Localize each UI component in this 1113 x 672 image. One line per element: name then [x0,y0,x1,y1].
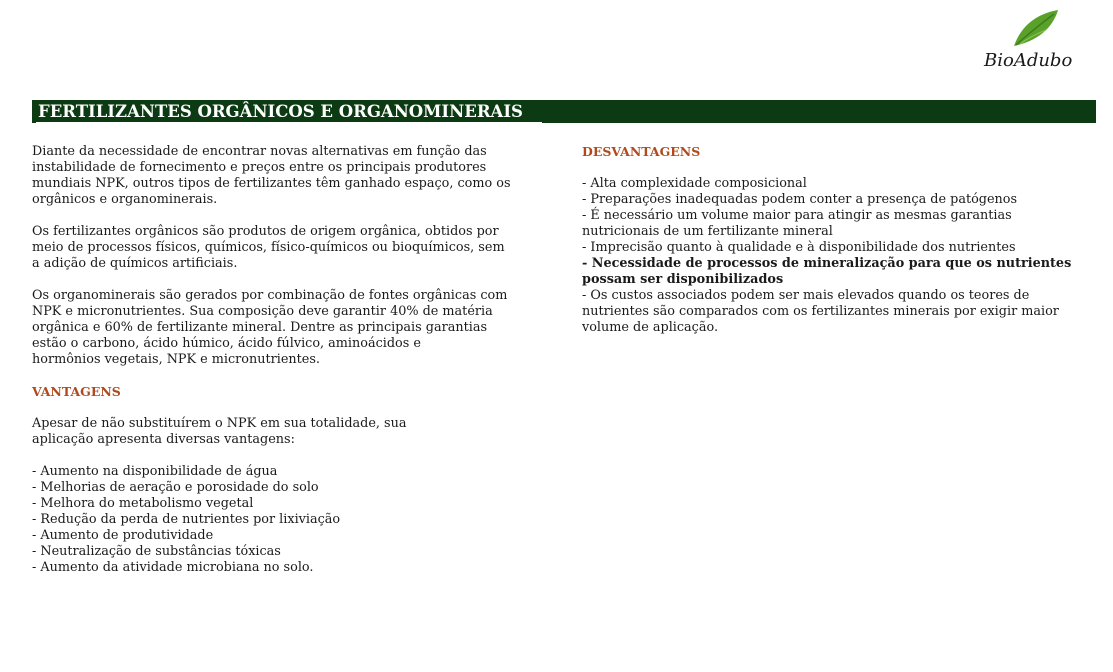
list-item: nutricionais de um fertilizante mineral [582,224,833,239]
text-line: a adição de químicos artificiais. [32,256,238,271]
text-line: meio de processos físicos, químicos, físico-químicos ou bioquímicos, sem [32,240,505,255]
leaf-logo-icon [976,4,1096,74]
vantagens-intro [32,416,552,448]
organic-paragraph [32,224,552,272]
intro-paragraph [32,144,552,208]
vantagens-list [32,464,552,576]
text-line: Os fertilizantes orgânicos são produtos de origem orgânica, obtidos por [32,224,499,239]
left-column [32,144,552,576]
list-item: - Alta complexidade composicional [582,176,807,191]
list-item: - Aumento da atividade microbiana no solo. [32,560,314,575]
text-line: instabilidade de fornecimento e preços entre os principais produtores [32,160,487,175]
text-line: NPK e micronutrientes. Sua composição deve garantir 40% de matéria [32,304,493,319]
desvantagens-heading: DESVANTAGENS [582,144,701,159]
list-item-emphasis: - Necessidade de processos de mineralização para que os nutrientes [582,256,1072,271]
vantagens-heading: VANTAGENS [32,384,121,399]
list-item: - Melhora do metabolismo vegetal [32,496,254,511]
list-item: - Aumento na disponibilidade de água [32,464,278,479]
list-item: - Neutralização de substâncias tóxicas [32,544,281,559]
organomineral-paragraph [32,288,552,368]
list-item: - Os custos associados podem ser mais elevados quando os teores de [582,288,1030,303]
text-line: hormônios vegetais, NPK e micronutrientes. [32,352,321,367]
logo-text: BioAdubo [984,50,1073,71]
right-column [582,144,1097,336]
title-underline [36,122,542,123]
list-item: - É necessário um volume maior para atingir as mesmas garantias [582,208,1012,223]
list-item: - Redução da perda de nutrientes por lixiviação [32,512,341,527]
text-line: Apesar de não substituírem o NPK em sua totalidade, sua [32,416,407,431]
page-title: FERTILIZANTES ORGÂNICOS E ORGANOMINERAIS [38,102,523,121]
text-line: Os organominerais são gerados por combinação de fontes orgânicas com [32,288,508,303]
desvantagens-list [582,176,1097,336]
text-line: Diante da necessidade de encontrar novas alternativas em função das [32,144,487,159]
list-item-emphasis: possam ser disponibilizados [582,272,784,287]
bioadubo-logo [976,4,1096,74]
text-line: estão o carbono, ácido húmico, ácido fúlvico, aminoácidos e [32,336,421,351]
list-item: - Imprecisão quanto à qualidade e à disponibilidade dos nutrientes [582,240,1016,255]
text-line: orgânicos e organominerais. [32,192,218,207]
list-item: - Melhorias de aeração e porosidade do solo [32,480,319,495]
text-line: orgânica e 60% de fertilizante mineral. Dentre as principais garantias [32,320,488,335]
list-item: volume de aplicação. [582,320,719,335]
list-item: - Aumento de produtividade [32,528,214,543]
text-line: aplicação apresenta diversas vantagens: [32,432,295,447]
list-item: nutrientes são comparados com os fertilizantes minerais por exigir maior [582,304,1059,319]
text-line: mundiais NPK, outros tipos de fertilizantes têm ganhado espaço, como os [32,176,511,191]
title-bar [32,100,1096,123]
list-item: - Preparações inadequadas podem conter a presença de patógenos [582,192,1018,207]
